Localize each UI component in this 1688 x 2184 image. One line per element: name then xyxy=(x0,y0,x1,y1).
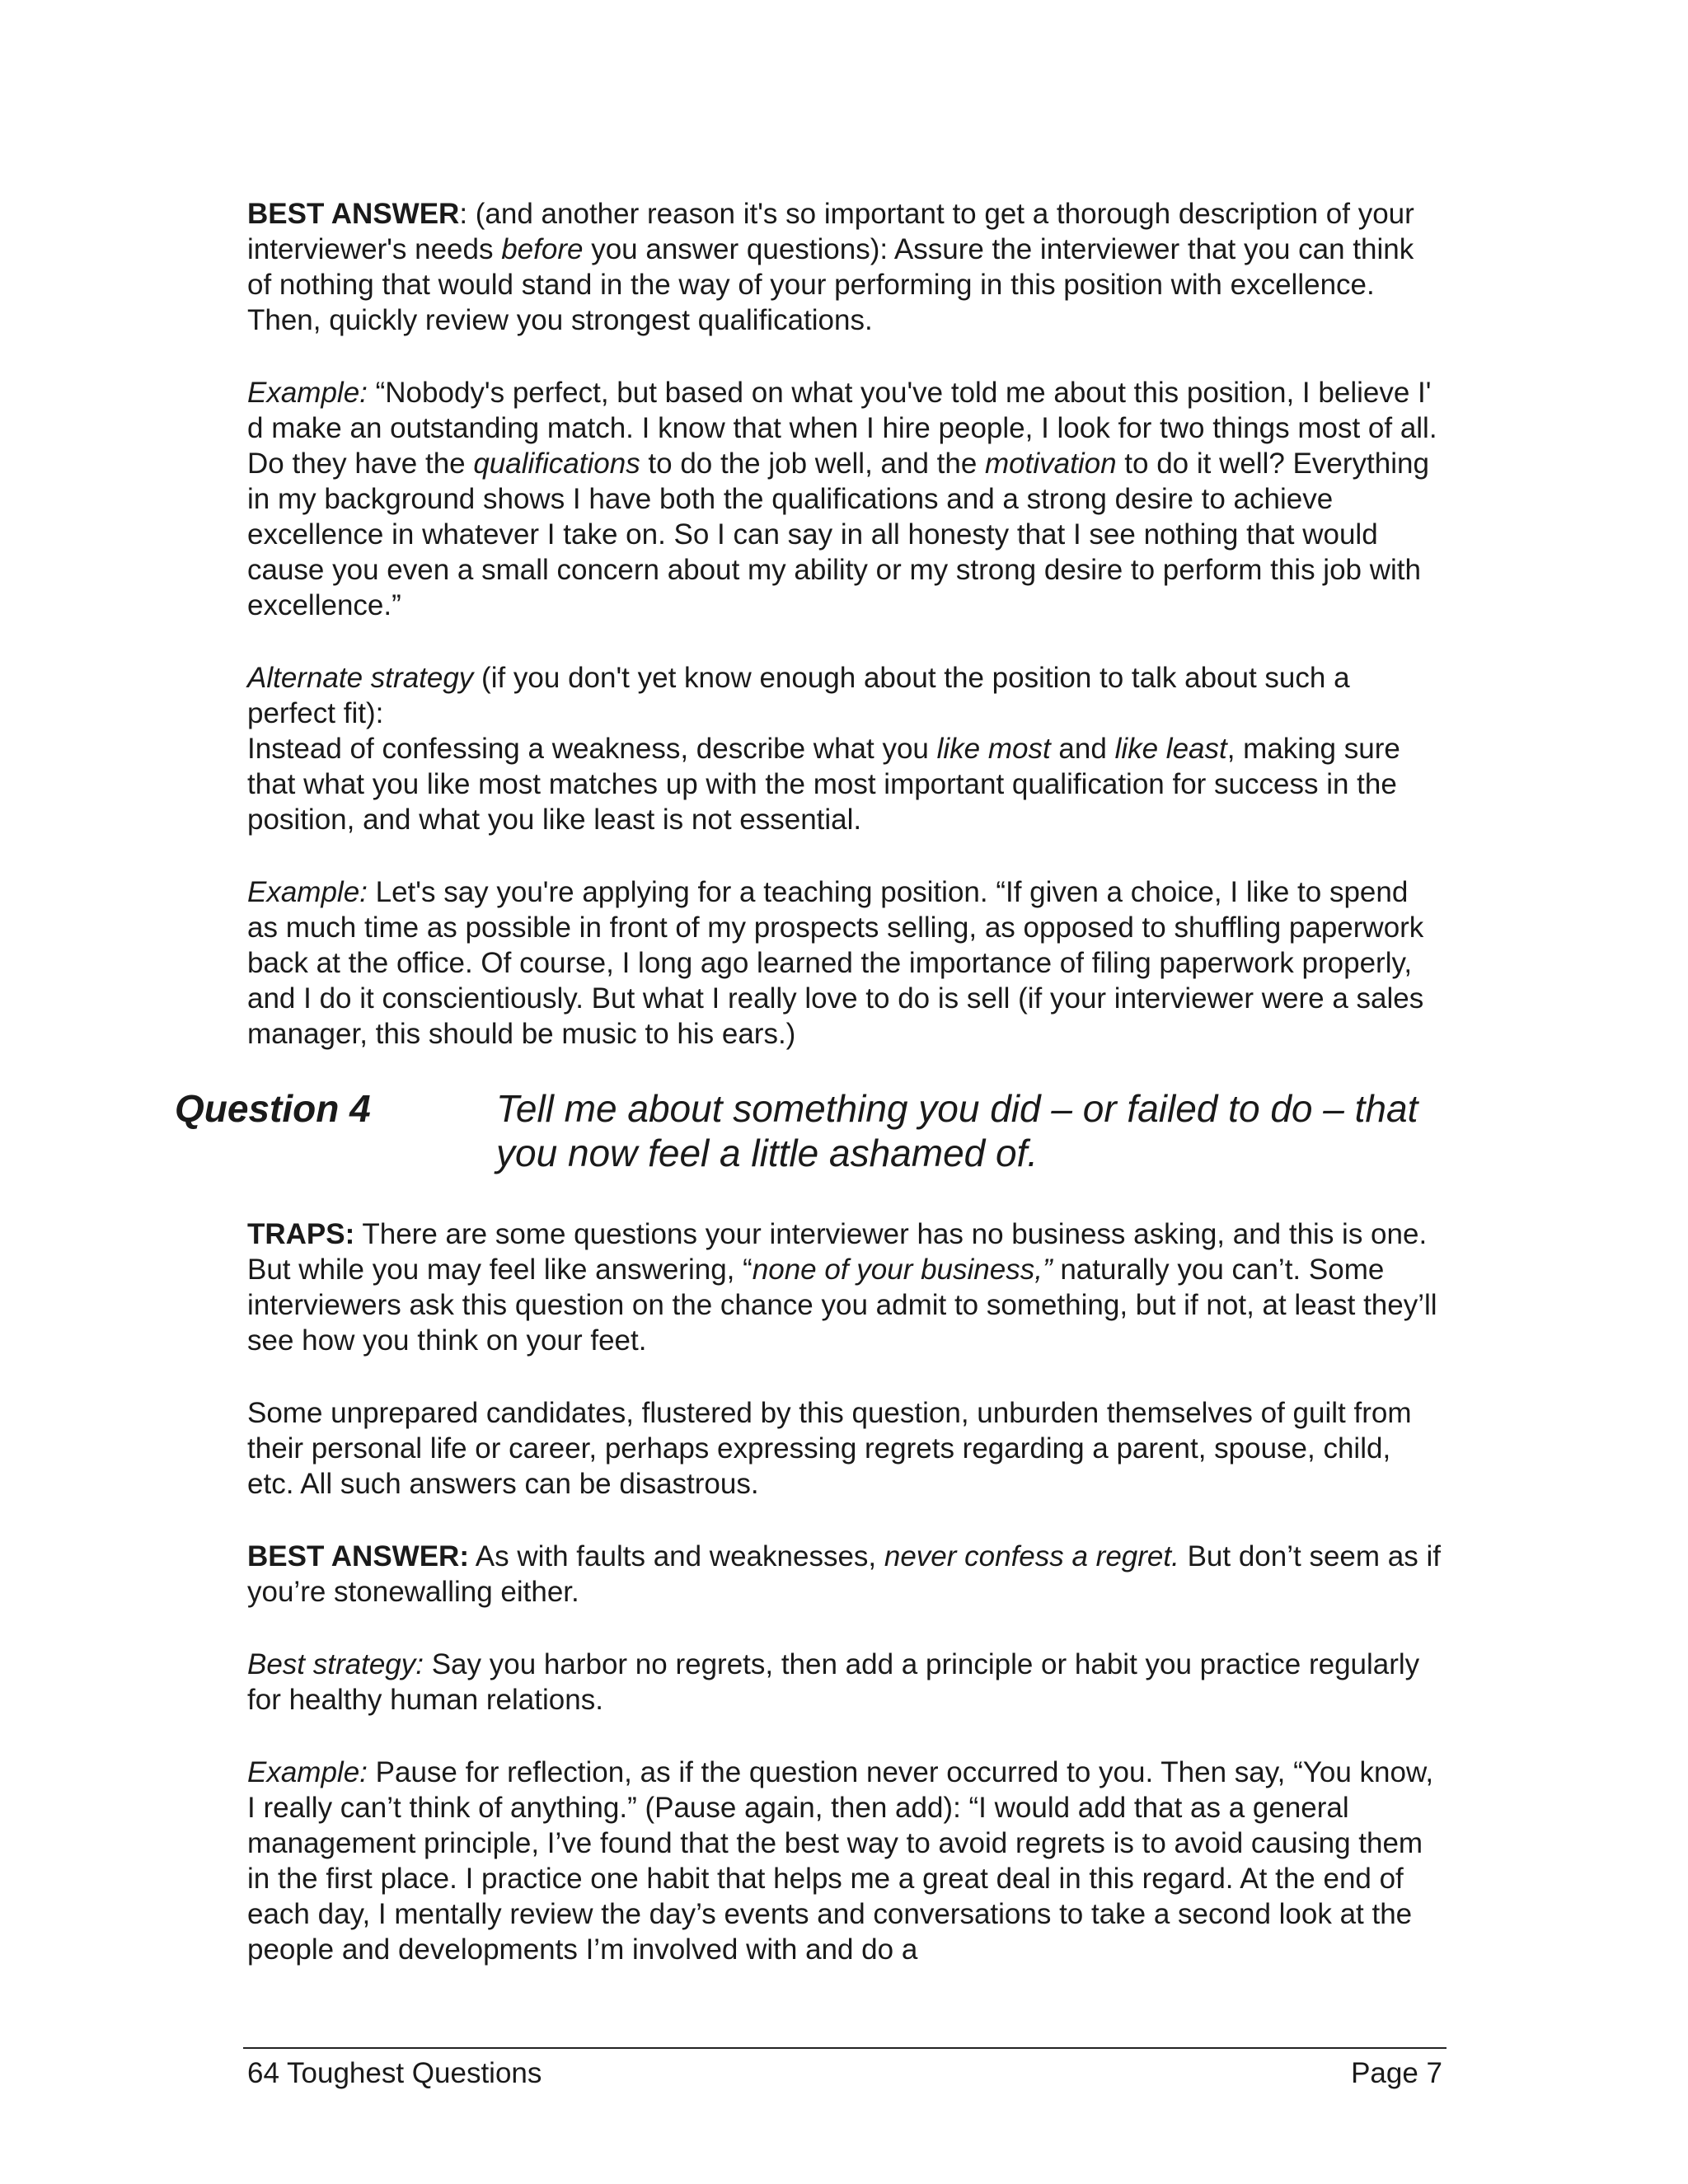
best-answer-paragraph: BEST ANSWER: (and another reason it's so important to get a thorough description of your interviewer's needs before you answer questions): Assure the interviewer that you can think of nothing that would stand in the way of your performing in this position with excellence. Then, quickly review you strongest qualifications. xyxy=(247,198,1414,336)
alternate-strategy-label: Alternate strategy xyxy=(247,662,474,694)
lower-body-text xyxy=(247,1216,1442,2004)
example-label: Example: xyxy=(247,377,368,409)
page-number: Page 7 xyxy=(1351,2057,1442,2089)
best-strategy-paragraph: Best strategy: Say you harbor no regrets, then add a principle or habit you practice regularly for healthy human relations. xyxy=(247,1648,1420,1716)
footer-divider xyxy=(243,2047,1447,2049)
best-answer-label: BEST ANSWER: xyxy=(247,1540,469,1572)
like-most-least-paragraph: Instead of confessing a weakness, describe what you like most and like least, making sure that what you like most matches up with the most important qualification for success in the position, and what you like least is not essential. xyxy=(247,733,1400,836)
question-number: Question 4 xyxy=(175,1087,371,1130)
alternate-strategy-paragraph: Alternate strategy (if you don't yet know enough about the position to talk about such a perfect fit): xyxy=(247,662,1350,729)
traps-label: TRAPS: xyxy=(247,1218,355,1250)
best-strategy-label: Best strategy: xyxy=(247,1648,424,1680)
example-label: Example: xyxy=(247,1756,368,1788)
example-paragraph-2: Example: Let's say you're applying for a teaching position. “If given a choice, I like to spend as much time as possible in front of my prospects selling, as opposed to shuffling paperwork back at the office. Of course, I long ago learned the importance of filing paperwork properly, and I do it conscientiously. But what I really love to do is sell (if your interviewer were a sales manager, this should be music to his ears.) xyxy=(247,876,1424,1050)
best-answer-paragraph-2: BEST ANSWER: As with faults and weaknesses, never confess a regret. But don’t seem as if you’re stonewalling either. xyxy=(247,1540,1441,1608)
footer-title: 64 Toughest Questions xyxy=(247,2057,542,2089)
unprepared-candidates-paragraph: Some unprepared candidates, flustered by this question, unburden themselves of guilt from their personal life or career, perhaps expressing regrets regarding a parent, spouse, child, etc. All such answers can be disastrous. xyxy=(247,1397,1412,1500)
example-paragraph-3: Example: Pause for reflection, as if the question never occurred to you. Then say, “You know, I really can’t think of anything.” (Pause again, then add): “I would add that as a general management principle, I’ve found that the best way to avoid regrets is to avoid causing them in the first place. I practice one habit that helps me a great deal in this regard. At the end of each day, I mentally review the day’s events and conversations to take a second look at the people and developments I’m involved with and do a xyxy=(247,1756,1434,1966)
example-paragraph-1: Example: “Nobody's perfect, but based on what you've told me about this position, I believe I' d make an outstanding match. I know that when I hire people, I look for two things most of all. Do they have the qualifications to do the job well, and the motivation to do it well? Everything in my background shows I have both the qualifications and a strong desire to achieve excellence in whatever I take on. So I can say in all honesty that I see nothing that would cause you even a small concern about my ability or my strong desire to perform this job with excellence.” xyxy=(247,377,1437,621)
best-answer-label: BEST ANSWER xyxy=(247,198,460,230)
example-label: Example: xyxy=(247,876,368,908)
upper-body-text xyxy=(247,196,1442,1089)
traps-paragraph: TRAPS: There are some questions your interviewer has no business asking, and this is one. But while you may feel like answering, “none of your business,” naturally you can’t. Some interviewers ask this question on the chance you admit to something, but if not, at least they’ll see how you think on your feet. xyxy=(247,1218,1437,1357)
question-text: Tell me about something you did – or failed to do – that you now feel a little ashamed of. xyxy=(496,1087,1418,1174)
